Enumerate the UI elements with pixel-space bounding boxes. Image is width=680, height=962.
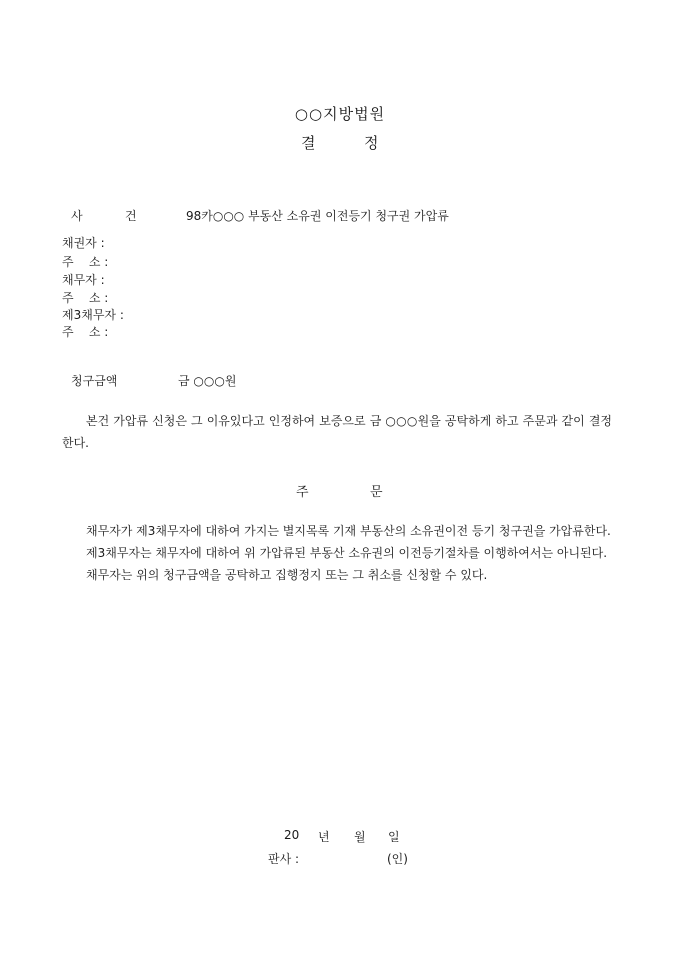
creditor-label: 채권자 : <box>62 236 105 250</box>
order-heading-part1: 주 <box>296 485 309 500</box>
date-year-unit: 년 <box>318 830 330 844</box>
date-year: 20 <box>284 828 300 842</box>
date-day-unit: 일 <box>388 830 400 844</box>
court-name: ○○지방법원 <box>294 105 386 123</box>
case-label-part1: 사 <box>71 209 83 223</box>
debtor-label: 채무자 : <box>62 273 105 287</box>
case-value: 98카○○○ 부동산 소유권 이전등기 청구권 가압류 <box>186 209 449 223</box>
decision-text: 본건 가압류 신청은 그 이유있다고 인정하여 보증으로 금 ○○○원을 공탁하게 하고 주문과 같이 결정한다. <box>62 414 612 450</box>
order-paragraph-1: 채무자가 제3채무자에 대하여 가지는 별지목록 기재 부동산의 소유권이전 등기 청구권을 가압류한다. <box>86 524 611 538</box>
third-debtor-address-label: 주 소 : <box>62 325 109 339</box>
seal-mark: (인) <box>387 852 408 866</box>
date-month-unit: 월 <box>354 830 366 844</box>
debtor-address-label: 주 소 : <box>62 291 109 305</box>
claim-amount-value: 금 ○○○원 <box>178 374 237 388</box>
order-heading-part2: 문 <box>370 485 383 500</box>
document-title-part1: 결 <box>301 134 316 152</box>
third-debtor-label: 제3채무자 : <box>62 308 124 322</box>
claim-amount-label: 청구금액 <box>71 374 118 388</box>
order-paragraph-2: 제3채무자는 채무자에 대하여 위 가압류된 부동산 소유권의 이전등기절차를 이행하여서는 아니된다. <box>86 546 608 560</box>
case-label-part2: 건 <box>125 209 137 223</box>
order-paragraphs <box>62 520 612 586</box>
judge-label: 판사 : <box>268 852 300 866</box>
creditor-address-label: 주 소 : <box>62 255 109 269</box>
document-title-part2: 정 <box>364 134 379 152</box>
decision-paragraph <box>62 410 612 454</box>
order-paragraph-3: 채무자는 위의 청구금액을 공탁하고 집행정지 또는 그 취소를 신청할 수 있다. <box>86 568 488 582</box>
